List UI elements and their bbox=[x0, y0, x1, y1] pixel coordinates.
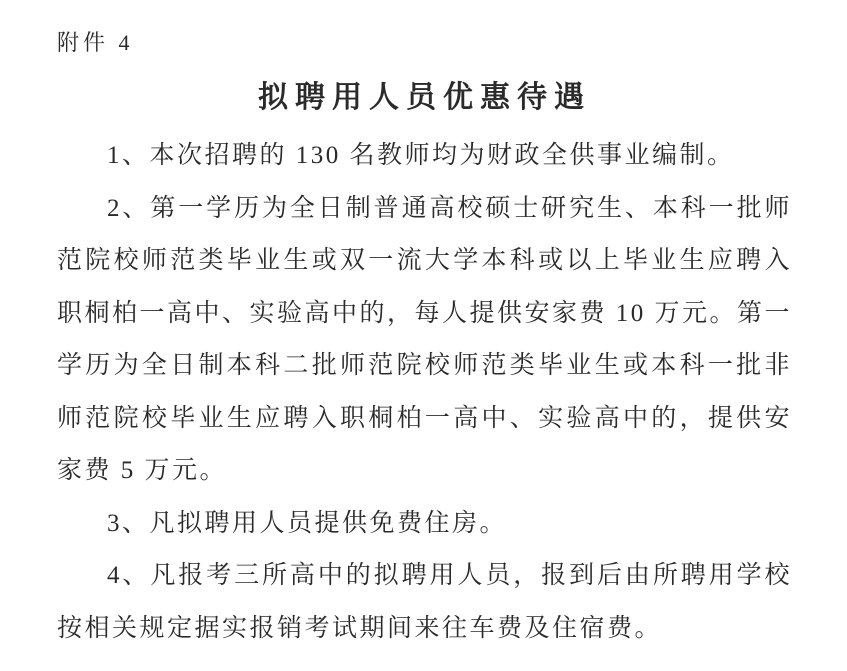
document-body bbox=[57, 130, 792, 655]
paragraph-travel-reimbursement: 4、凡报考三所高中的拟聘用人员，报到后由所聘用学校按相关规定据实报销考试期间来往车费及住宿费。 bbox=[57, 562, 792, 642]
paragraph-settling-allowance: 2、第一学历为全日制普通高校硕士研究生、本科一批师范院校师范类毕业生或双一流大学本科或以上毕业生应聘入职桐柏一高中、实验高中的，每人提供安家费 10 万元。第一学历为全日制本科二批师范院校师范类毕业生或本科一批非师范院校毕业生应聘入职桐柏一高中、实验高中的，提供安家费 5 万元。 bbox=[57, 194, 793, 484]
attachment-label: 附件 4 bbox=[57, 30, 134, 55]
paragraph-editorial-staffing: 1、本次招聘的 130 名教师均为财政全供事业编制。 bbox=[107, 142, 735, 169]
paragraph-free-housing: 3、凡拟聘用人员提供免费住房。 bbox=[107, 509, 508, 537]
document-title: 拟聘用人员优惠待遇 bbox=[258, 81, 591, 114]
